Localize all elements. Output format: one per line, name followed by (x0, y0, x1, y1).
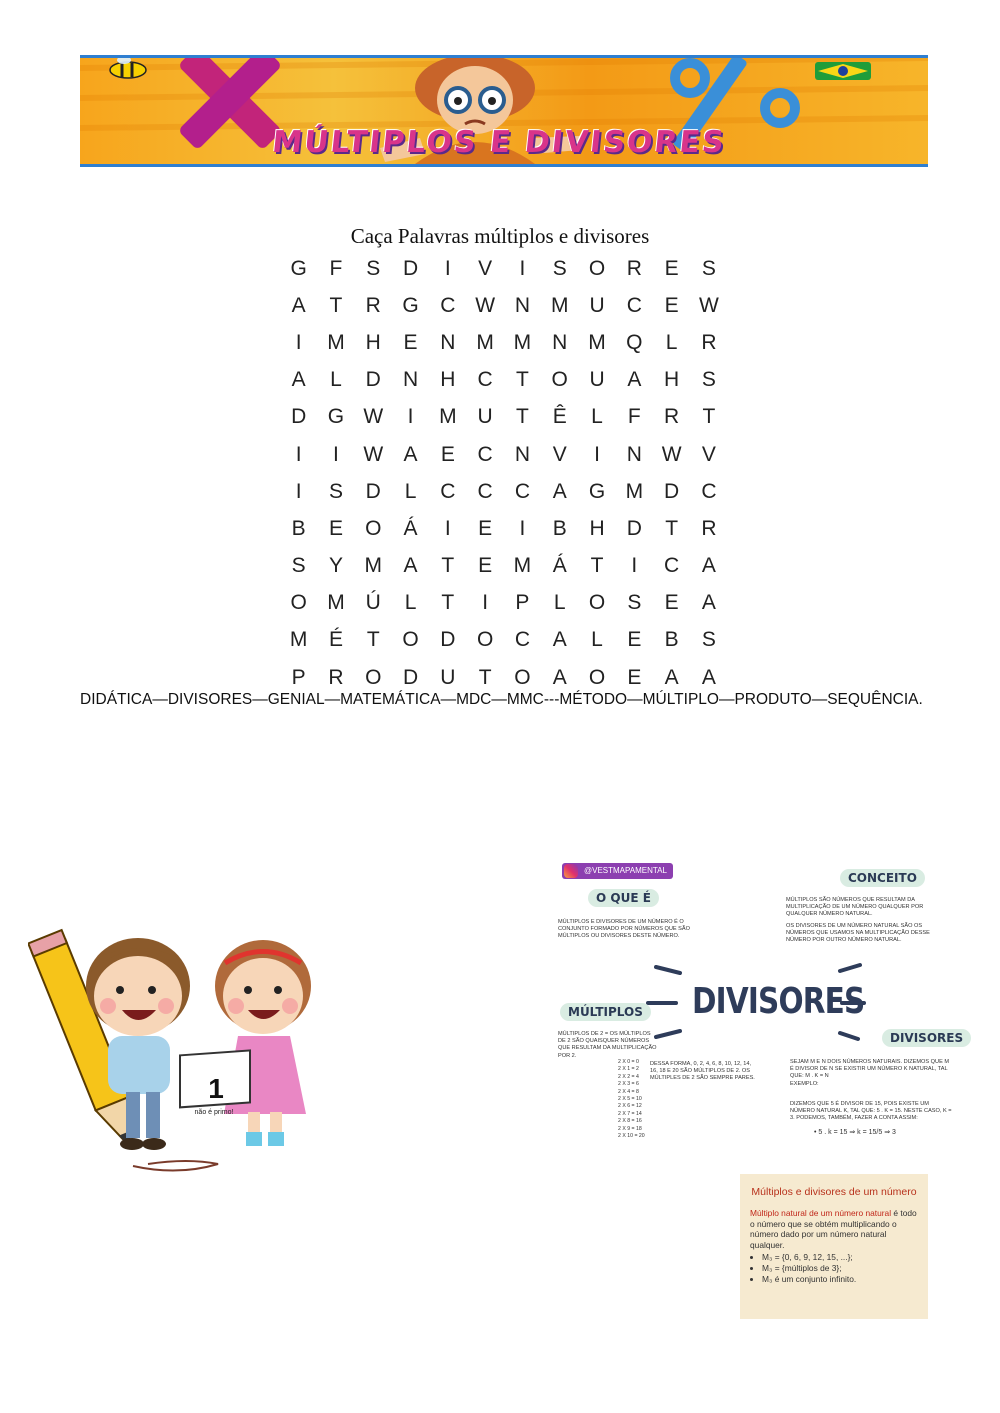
grid-letter: N (402, 368, 419, 392)
grid-letter: D (291, 405, 307, 429)
grid-letter: V (701, 442, 716, 466)
multiplos-list-item: 2 X 3 = 6 (618, 1081, 639, 1088)
grid-letter: L (404, 479, 417, 503)
multiplos-text: MÚLTIPLOS DE 2 = OS MÚLTIPLOS DE 2 SÃO QUAISQUER NÚMEROS QUE RESULTAM DA MULTIPLICAÇÃO POR 2. (558, 1031, 657, 1059)
grid-letter: S (366, 256, 381, 280)
grid-letter: C (477, 442, 493, 466)
grid-letter: N (514, 293, 531, 317)
grid-letter: I (444, 256, 451, 280)
grid-letter: V (552, 442, 567, 466)
grid-letter: A (664, 665, 679, 689)
grid-letter: S (328, 479, 343, 503)
grid-letter: P (515, 591, 530, 615)
grid-letter: É (328, 628, 343, 652)
divisores-text-1: SEJAM M E N DOIS NÚMEROS NATURAIS. DIZEMOS QUE M É DIVISOR DE N SE EXISTIR UM NÚMERO K NATURAL, TAL QUE: M . K = N (790, 1059, 950, 1080)
grid-letter: M (364, 554, 382, 578)
multiplos-list-item: 2 X 10 = 20 (618, 1133, 645, 1140)
grid-letter: I (631, 554, 638, 578)
grid-letter: L (665, 330, 678, 354)
grid-letter: U (440, 665, 456, 689)
grid-letter: S (701, 256, 716, 280)
grid-letter: A (291, 293, 306, 317)
grid-letter: C (664, 554, 680, 578)
grid-letter: Ê (552, 405, 567, 429)
grid-letter: C (514, 628, 531, 652)
grid-letter: O (514, 665, 531, 689)
grid-letter: D (402, 665, 419, 689)
grid-letter: F (627, 405, 641, 429)
grid-letter: C (440, 479, 456, 503)
grid-letter: E (403, 330, 418, 354)
word-search-grid (280, 250, 728, 696)
grid-letter: M (513, 554, 532, 578)
grid-letter: O (290, 591, 307, 615)
grid-letter: E (627, 665, 642, 689)
grid-letter: R (626, 256, 642, 280)
multiplos-list-item: 2 X 9 = 18 (618, 1125, 642, 1132)
grid-letter: O (365, 665, 382, 689)
grid-letter: M (289, 628, 308, 652)
grid-letter: N (514, 442, 531, 466)
grid-letter: N (552, 330, 568, 354)
instagram-icon (564, 864, 578, 878)
divisores-text-2: DIZEMOS QUE 5 É DIVISOR DE 15, POIS EXISTE UM NÚMERO NATURAL K, TAL QUE: 5 . K = 15. NESTE CASO, K = 3. PODEMOS, TAMBÉM, FAZER A CONTA ASSIM: (790, 1101, 952, 1122)
grid-letter: M (513, 330, 532, 354)
grid-letter: T (702, 405, 716, 429)
grid-letter: A (552, 665, 567, 689)
conceito-text-1: MÚLTIPLOS SÃO NÚMEROS QUE RESULTAM DA MULTIPLICAÇÃO DE UM NÚMERO QUALQUER POR QUALQUER NÚMERO NATURAL. (786, 897, 924, 918)
divisores-formula: • 5 . k = 15 ⇒ k = 15/5 ⇒ 3 (814, 1129, 896, 1136)
grid-letter: C (626, 293, 642, 317)
mind-map-title: DIVISORES (692, 981, 865, 1022)
grid-letter: Ú (365, 591, 381, 615)
definition-card (740, 1174, 928, 1319)
grid-letter: C (514, 479, 531, 503)
grid-letter: T (516, 405, 529, 429)
grid-letter: T (366, 628, 380, 652)
grid-letter: O (551, 368, 568, 392)
grid-letter: O (588, 256, 606, 280)
grid-letter: R (701, 330, 717, 354)
grid-letter: I (444, 516, 451, 540)
heading-multiplos: MÚLTIPLOS (560, 1003, 651, 1021)
banner-title: MÚLTIPLOS E DIVISORES (270, 125, 728, 160)
grid-letter: W (699, 293, 719, 317)
grid-letter: E (664, 293, 679, 317)
grid-letter: L (553, 591, 566, 615)
multiplos-list-item: 2 X 4 = 8 (618, 1088, 639, 1095)
grid-letter: W (475, 293, 496, 317)
definition-bullets (750, 1252, 918, 1284)
grid-letter: O (588, 665, 606, 689)
grid-letter: A (627, 368, 642, 392)
grid-letter: U (589, 293, 605, 317)
grid-letter: S (627, 591, 642, 615)
sign-caption: não é primo! (194, 1109, 234, 1116)
grid-letter: W (363, 405, 384, 429)
header-banner (80, 55, 928, 167)
grid-letter: E (478, 516, 493, 540)
grid-letter: M (625, 479, 644, 503)
grid-letter: O (365, 516, 382, 540)
definition-intro-rest: é todo o número que se obtém multiplicando o número dado por um número natural qualquer. (750, 1208, 917, 1250)
definition-bullet: • M₃ = {múltiplos de 3}; (762, 1263, 918, 1274)
grid-letter: D (402, 256, 419, 280)
mind-map (552, 855, 962, 1147)
grid-letter: O (402, 628, 419, 652)
grid-letter: A (552, 628, 567, 652)
grid-letter: L (330, 368, 342, 392)
grid-letter: I (295, 479, 302, 503)
grid-letter: O (588, 591, 606, 615)
grid-letter: D (365, 479, 381, 503)
grid-letter: V (478, 256, 493, 280)
sign-number: 1 (208, 1073, 224, 1104)
grid-letter: E (664, 256, 679, 280)
multiplos-list-item: 2 X 8 = 16 (618, 1118, 642, 1125)
o-que-e-text: MÚLTIPLOS E DIVISORES DE UM NÚMERO É O CONJUNTO FORMADO POR NÚMEROS QUE SÃO MÚLTIPLOS OU DIVISORES DESTE NÚMERO. (558, 919, 690, 940)
grid-letter: M (327, 330, 345, 354)
definition-bullet: • M₃ é um conjunto infinito. (762, 1274, 918, 1285)
grid-letter: U (589, 368, 605, 392)
grid-letter: L (591, 405, 603, 429)
grid-letter: R (664, 405, 680, 429)
grid-letter: M (550, 293, 569, 317)
grid-letter: W (363, 442, 384, 466)
grid-letter: T (665, 516, 679, 540)
grid-letter: D (664, 479, 680, 503)
brazil-flag-icon (815, 62, 871, 80)
grid-letter: T (478, 665, 492, 689)
word-search-title: Caça Palavras múltiplos e divisores (350, 224, 650, 248)
grid-letter: E (328, 516, 343, 540)
multiplos-summary: DESSA FORMA, 0, 2, 4, 6, 8, 10, 12, 14, 16, 18 E 20 SÃO MÚLTIPLOS DE 2. OS MÚLTIPLES DE 2 SÃO SEMPRE PARES. (650, 1061, 755, 1082)
grid-letter: S (291, 554, 306, 578)
heading-o-que-e: O QUE É (588, 889, 659, 907)
grid-letter: A (403, 442, 418, 466)
instagram-handle: @VESTMAPAMENTAL (584, 866, 667, 875)
grid-letter: T (441, 591, 455, 615)
definition-body (750, 1208, 918, 1250)
grid-letter: Q (626, 330, 643, 354)
grid-letter: B (664, 628, 679, 652)
definition-title: Múltiplos e divisores de um número (751, 1186, 917, 1198)
grid-letter: A (552, 479, 567, 503)
grid-letter: B (552, 516, 567, 540)
definition-intro-highlight: Múltiplo natural de um número natural (750, 1208, 892, 1218)
grid-letter: C (477, 368, 493, 392)
grid-letter: R (365, 293, 381, 317)
grid-letter: D (626, 516, 642, 540)
grid-letter: E (478, 554, 493, 578)
grid-letter: C (701, 479, 717, 503)
grid-letter: G (290, 256, 307, 280)
multiplos-list-item: 2 X 7 = 14 (618, 1110, 642, 1117)
grid-letter: R (328, 665, 344, 689)
grid-letter: M (476, 330, 494, 354)
grid-letter: T (441, 554, 455, 578)
grid-letter: G (402, 293, 419, 317)
multiplos-list-item: 2 X 5 = 10 (618, 1096, 642, 1103)
grid-letter: F (329, 256, 343, 280)
grid-letter: C (440, 293, 456, 317)
grid-letter: A (403, 554, 418, 578)
grid-letter: N (626, 442, 642, 466)
grid-letter: M (439, 405, 457, 429)
grid-letter: T (516, 368, 529, 392)
grid-letter: H (664, 368, 680, 392)
grid-letter: A (291, 368, 306, 392)
word-list: DIDÁTICA—DIVISORES—GENIAL—MATEMÁTICA—MDC—MMC---MÉTODO—MÚLTIPLO—PRODUTO—SEQUÊNCIA. (80, 691, 923, 708)
grid-letter: M (588, 330, 606, 354)
multiplos-list-item: 2 X 0 = 0 (618, 1059, 639, 1065)
grid-letter: H (365, 330, 381, 354)
grid-letter: A (701, 591, 716, 615)
grid-letter: Á (552, 554, 567, 578)
grid-letter: M (327, 591, 345, 615)
grid-letter: G (327, 405, 345, 429)
grid-letter: H (589, 516, 605, 540)
grid-letter: T (590, 554, 604, 578)
kids-illustration (28, 918, 348, 1180)
heading-conceito: CONCEITO (840, 869, 925, 887)
bee-icon (110, 58, 146, 78)
multiplos-list-item: 2 X 1 = 2 (618, 1066, 639, 1073)
grid-letter: Á (403, 516, 418, 540)
grid-letter: R (701, 516, 717, 540)
conceito-text-2: OS DIVISORES DE UM NÚMERO NATURAL SÃO OS NÚMEROS QUE USAMOS NA MULTIPLICAÇÃO DESSE NÚMERO POR OUTRO NÚMERO NATURAL. (786, 923, 930, 944)
grid-letter: O (476, 628, 494, 652)
grid-letter: T (329, 293, 343, 317)
grid-letter: A (701, 554, 716, 578)
grid-letter: I (482, 591, 489, 615)
grid-letter: D (365, 368, 381, 392)
divisores-exemplo: EXEMPLO: (790, 1081, 819, 1087)
grid-letter: I (295, 330, 302, 354)
grid-letter: E (627, 628, 642, 652)
grid-letter: C (477, 479, 493, 503)
multiplos-list-item: 2 X 2 = 4 (618, 1073, 639, 1080)
grid-letter: G (588, 479, 606, 503)
grid-letter: D (440, 628, 456, 652)
grid-letter: U (477, 405, 493, 429)
grid-letter: Y (328, 554, 343, 578)
grid-letter: I (333, 442, 339, 466)
grid-letter: E (440, 442, 455, 466)
grid-letter: S (701, 368, 716, 392)
grid-letter: P (291, 665, 306, 689)
grid-letter: S (552, 256, 567, 280)
grid-letter: N (440, 330, 456, 354)
grid-letter: I (594, 442, 600, 466)
instagram-handle-badge (562, 863, 673, 879)
grid-letter: W (661, 442, 682, 466)
grid-letter: L (404, 591, 417, 615)
grid-letter: I (519, 256, 526, 280)
multiplos-list-item: 2 X 6 = 12 (618, 1103, 642, 1110)
grid-letter: L (591, 628, 603, 652)
grid-letter: H (440, 368, 456, 392)
grid-letter: I (519, 516, 526, 540)
grid-letter: S (701, 628, 716, 652)
grid-letter: I (295, 442, 302, 466)
grid-letter: B (291, 516, 306, 540)
definition-bullet: • M₃ = {0, 6, 9, 12, 15, ...}; (762, 1252, 918, 1263)
multiplos-list (618, 1059, 654, 1140)
grid-letter: A (701, 665, 716, 689)
grid-letter: E (664, 591, 679, 615)
grid-letter: I (407, 405, 414, 429)
heading-divisores: DIVISORES (882, 1029, 971, 1047)
